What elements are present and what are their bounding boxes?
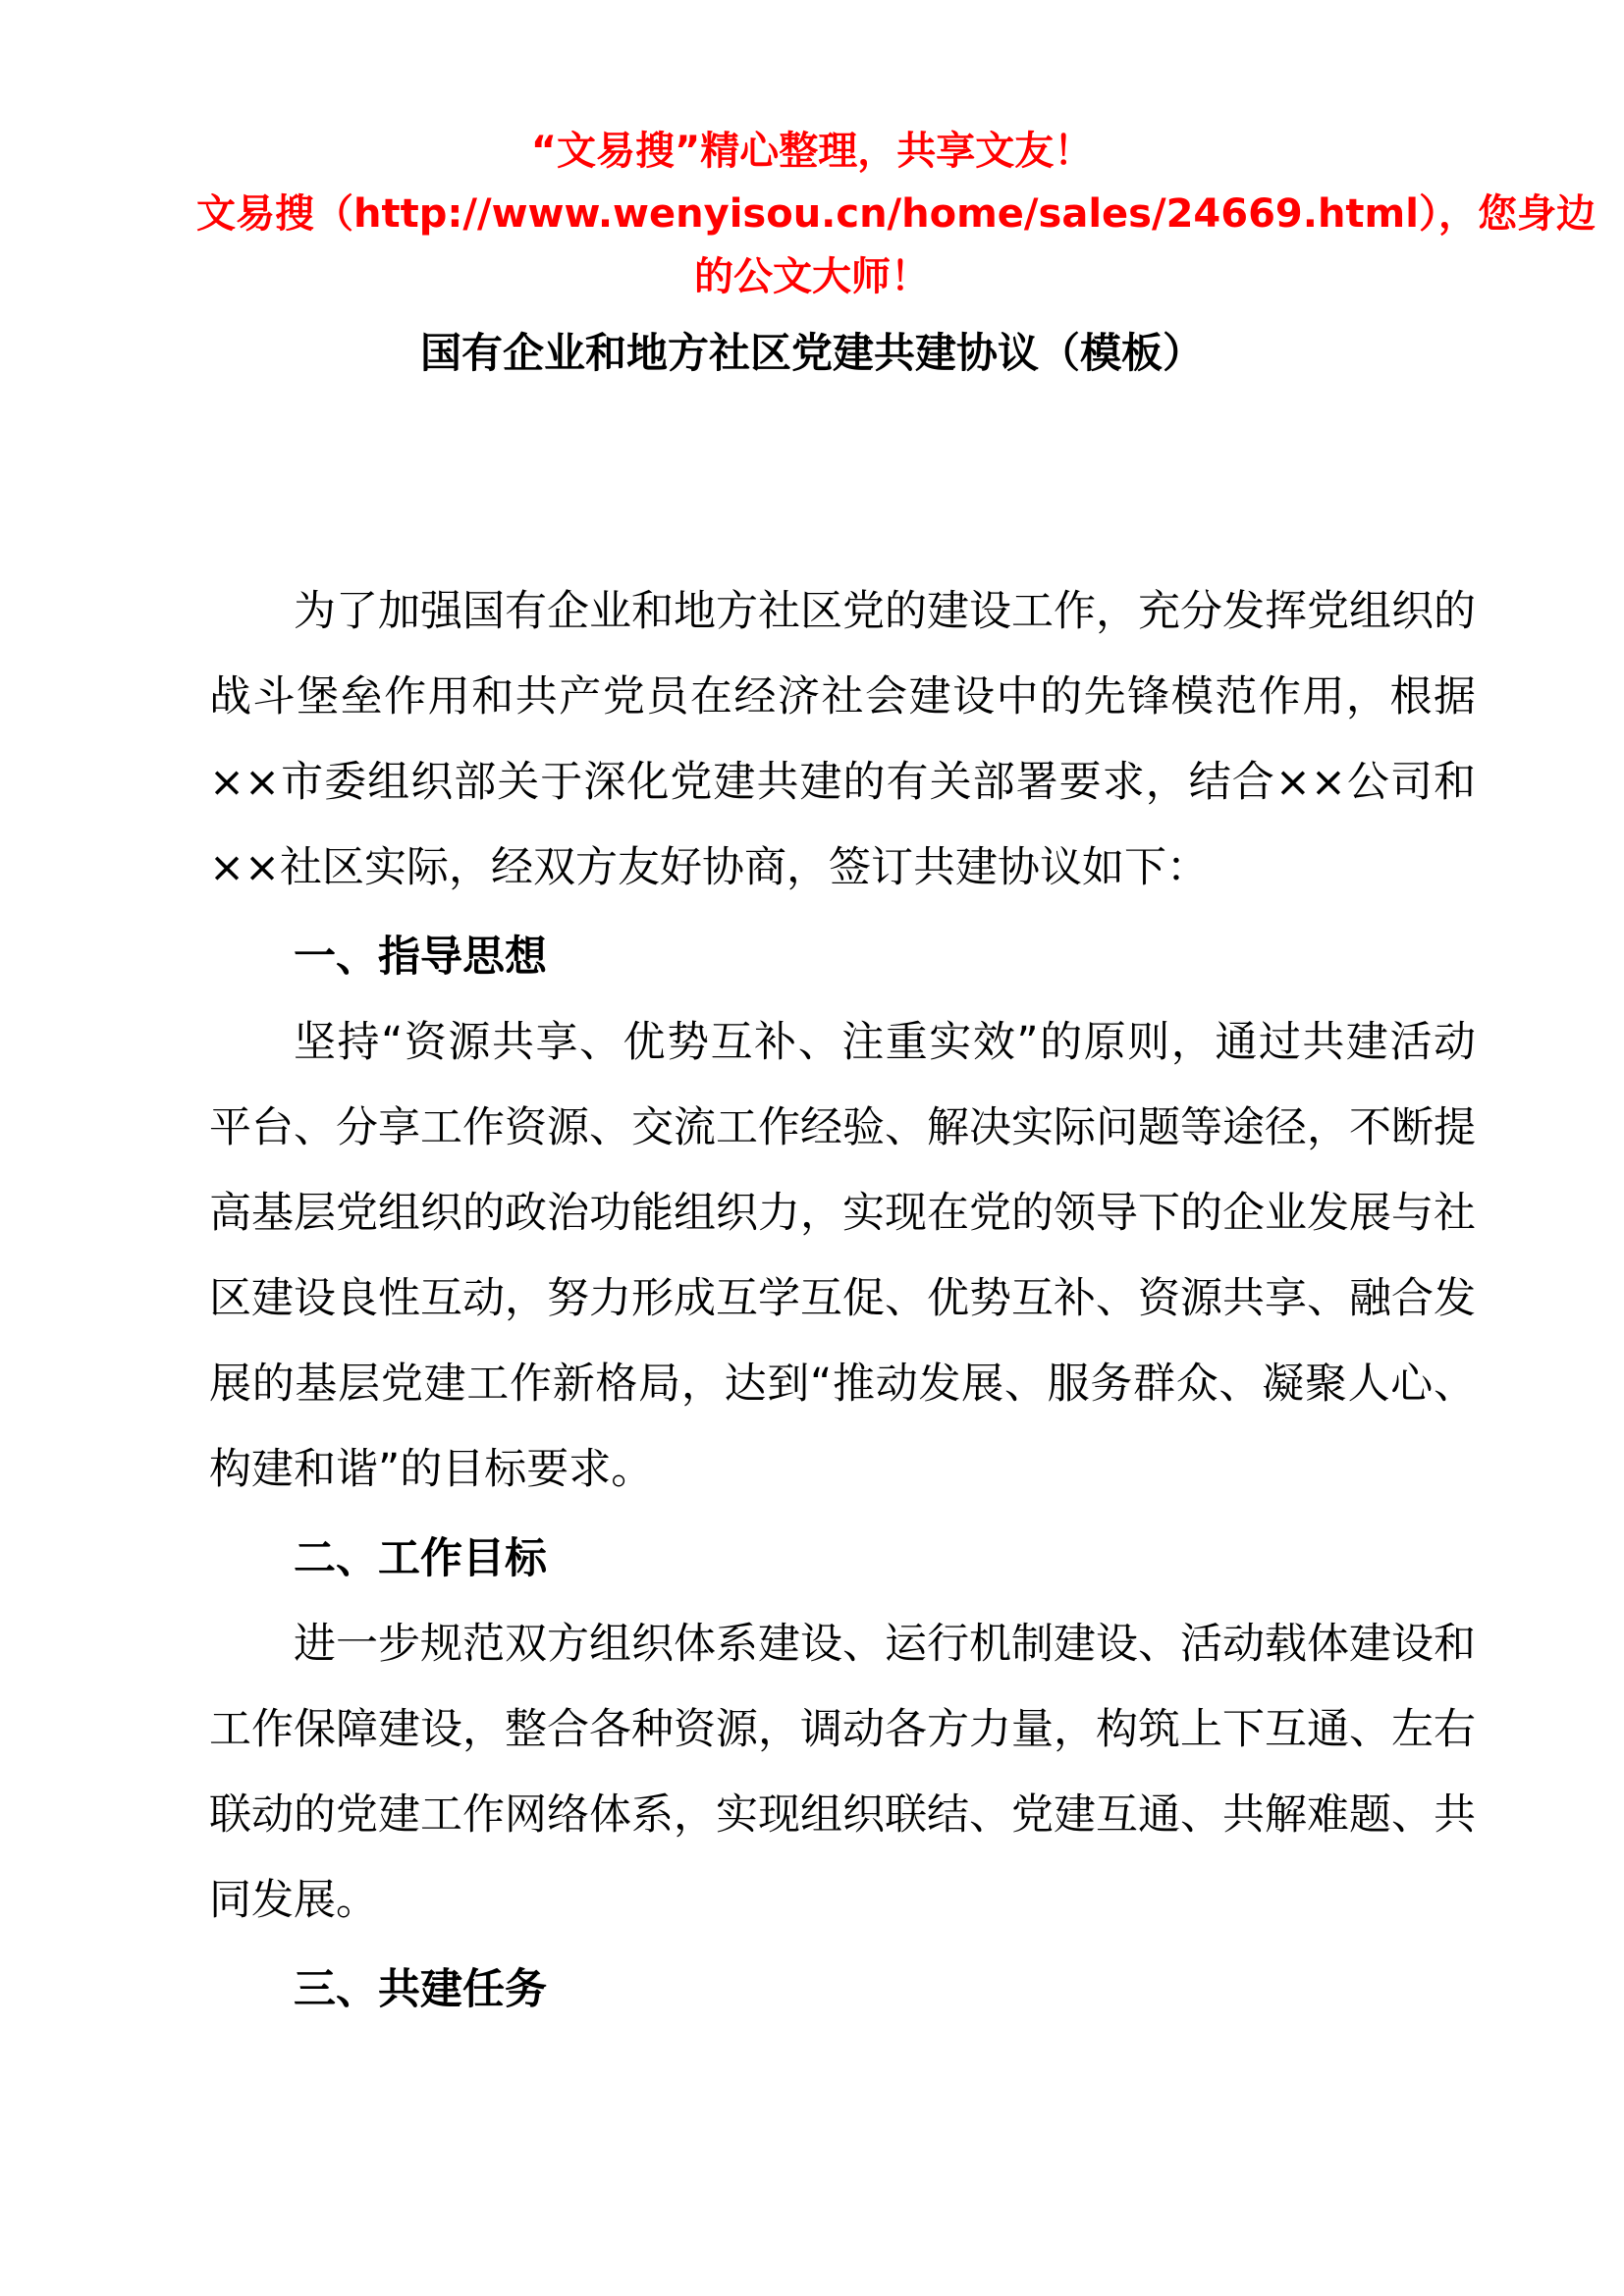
section-paragraph-guiding-ideology: 坚持“资源共享、优势互补、注重实效”的原则，通过共建活动平台、分享工作资源、交流工作经验、解决实际问题等途径，不断提高基层党组织的政治功能组织力，实现在党的领导下的企业发展与社区建设良性互动，努力形成互学互促、优势互补、资源共享、融合发展的基层党建工作新格局，达到“推动发展、服务群众、凝聚人心、构建和谐”的目标要求。: [209, 1018, 1476, 1494]
promo-line-1: “文易搜”精心整理，共享文友！: [530, 129, 1094, 174]
section-heading-guiding-ideology: 一、指导思想: [294, 933, 547, 982]
section-paragraph-work-goals: 进一步规范双方组织体系建设、运行机制建设、活动载体建设和工作保障建设，整合各种资源，调动各方力量，构筑上下互通、左右联动的党建工作网络体系，实现组织联结、党建互通、共解难题、共同发展。: [209, 1620, 1476, 1925]
document-body: [209, 569, 1476, 2033]
section-heading-joint-tasks: 三、共建任务: [294, 1965, 547, 2014]
promo-banner: [196, 120, 1596, 308]
promo-line-3: 的公文大师！: [694, 254, 930, 299]
intro-paragraph: 为了加强国有企业和地方社区党的建设工作，充分发挥党组织的战斗堡垒作用和共产党员在经济社会建设中的先锋模范作用，根据××市委组织部关于深化党建共建的有关部署要求，结合××公司和××社区实际，经双方友好协商，签订共建协议如下：: [209, 587, 1476, 892]
section-heading-work-goals: 二、工作目标: [294, 1534, 547, 1583]
document-title: 国有企业和地方社区党建共建协议（模板）: [419, 329, 1204, 377]
promo-line-2: 文易搜（http://www.wenyisou.cn/home/sales/24669.html），您身边: [196, 191, 1596, 237]
